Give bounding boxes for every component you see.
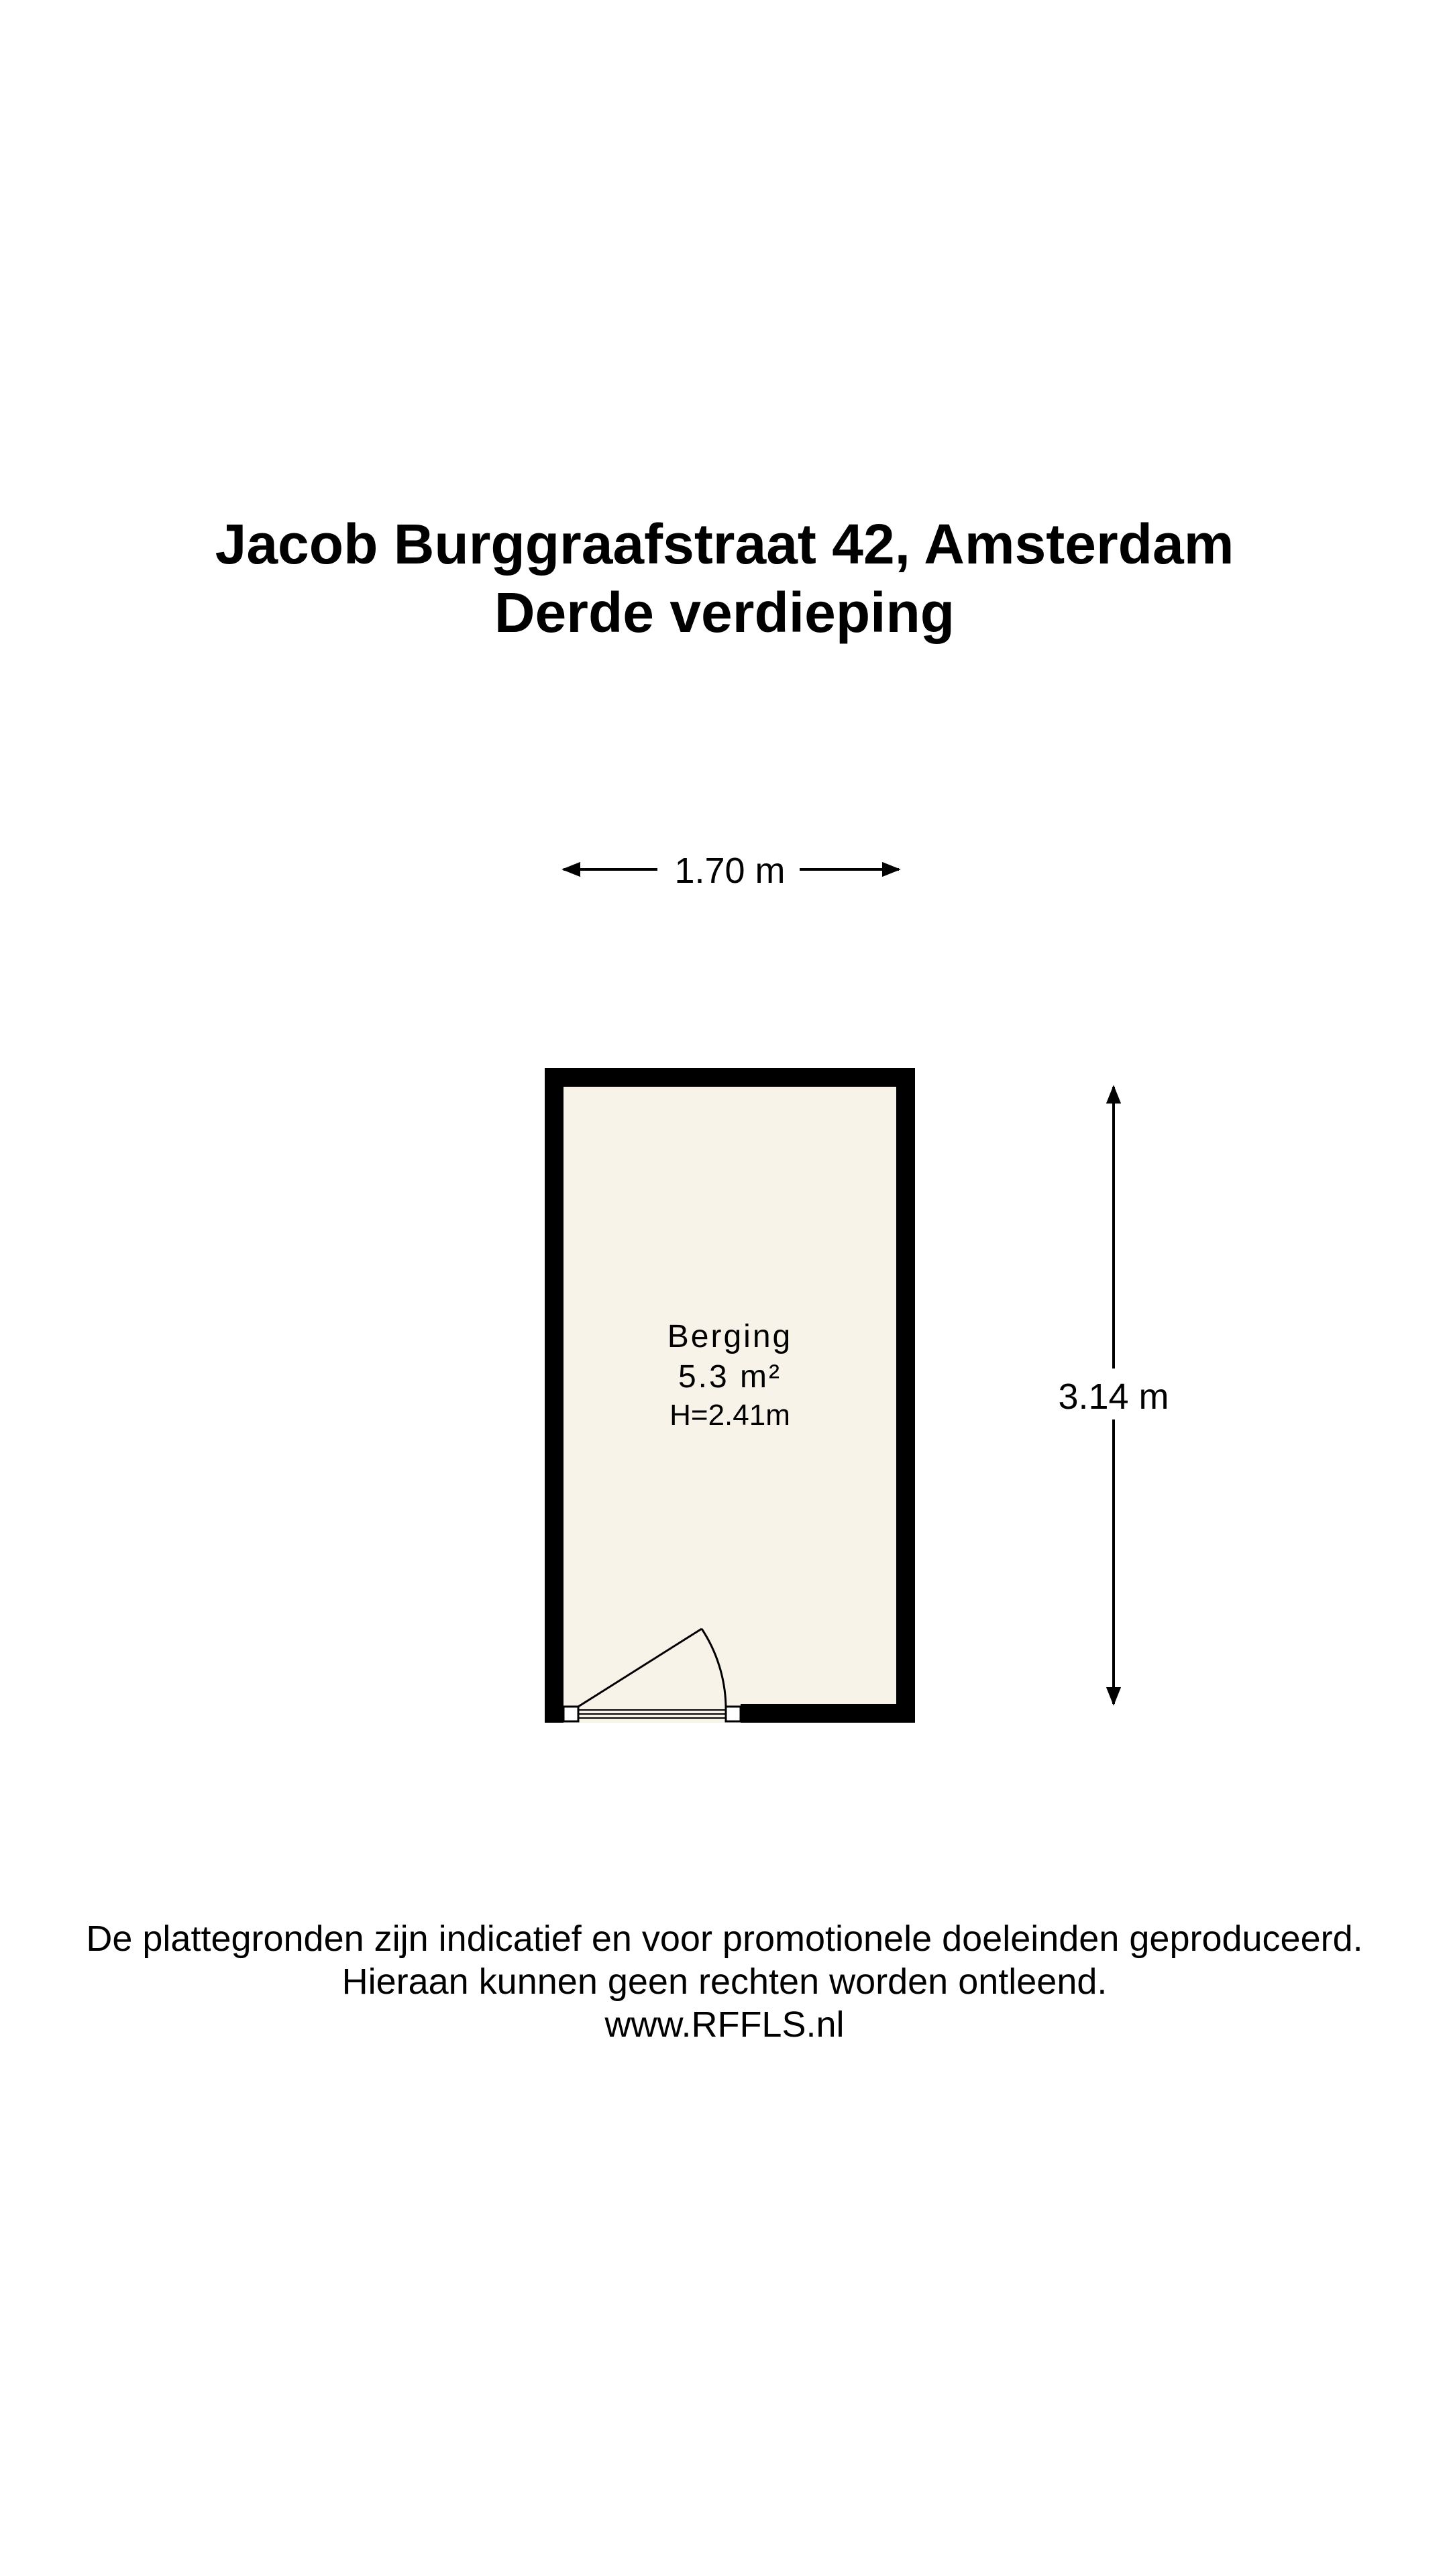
room-height-label: H=2.41m — [669, 1399, 790, 1432]
wall-left — [545, 1068, 564, 1723]
depth-dimension — [1058, 1087, 1169, 1704]
room-name-label: Berging — [667, 1319, 793, 1354]
disclaimer-line-2: Hieraan kunnen geen rechten worden ontleend. — [341, 1962, 1108, 2002]
width-dimension — [564, 851, 899, 891]
wall-bottom-left — [545, 1704, 564, 1723]
door-jamb-right — [726, 1707, 741, 1721]
disclaimer-line-1: De plattegronden zijn indicatief en voor promotionele doeleinden geproduceerd. — [86, 1919, 1363, 1959]
room-berging — [545, 1068, 915, 1723]
website-link[interactable]: www.RFFLS.nl — [604, 2004, 845, 2045]
address-title: Jacob Burggraafstraat 42, Amsterdam — [215, 513, 1234, 576]
depth-dimension-label: 3.14 m — [1058, 1377, 1169, 1417]
width-dimension-label: 1.70 m — [674, 851, 786, 891]
floor-subtitle: Derde verdieping — [494, 581, 955, 644]
wall-right — [896, 1068, 915, 1723]
room-floor — [545, 1068, 915, 1723]
wall-top — [545, 1068, 915, 1087]
door-jamb-left — [564, 1707, 578, 1721]
room-area-label: 5.3 m² — [678, 1359, 782, 1395]
wall-bottom-right — [741, 1704, 915, 1723]
disclaimer — [0, 1917, 1449, 2046]
